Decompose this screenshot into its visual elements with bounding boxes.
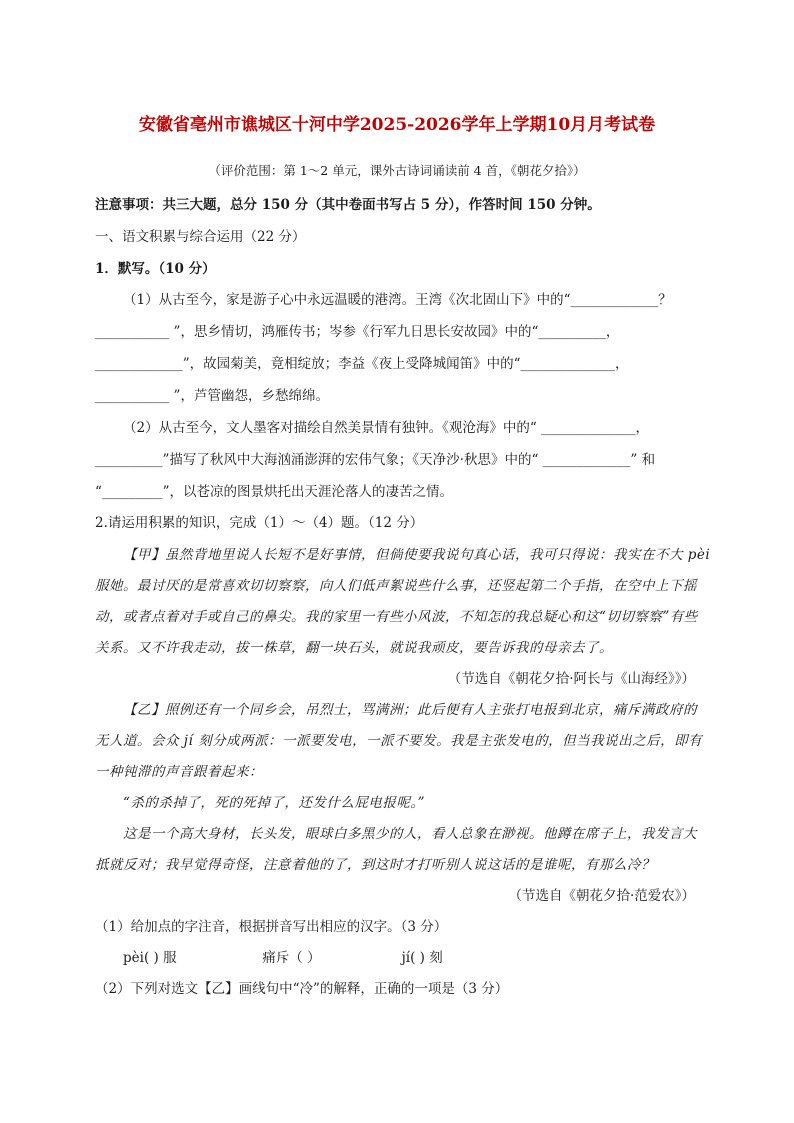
q1-part1-line: _____________”，故园菊美，竟相绽放；李益《夜上受降城闻笛》中的“______________， <box>95 356 629 372</box>
passage-yi-line: 这是一个高大身材，长头发，眼球白多黑少的人，看人总象在渺视。他蹲在席子上，我发言大 <box>123 826 697 842</box>
q1-part1-line: ___________ ”，思乡情切，鸿雁传书；岑参《行军九日思长安故园》中的“__________， <box>95 324 620 340</box>
passage-jia-line: 动，或者点着对手或自己的鼻尖。我的家里一有些小风波，不知怎的我总疑心和这“切切察察”有些 <box>95 609 698 625</box>
passage-yi-line: 【乙】照例还有一个同乡会，吊烈士，骂满洲；此后便有人主张打电报到北京，痛斥满政府的 <box>123 702 697 718</box>
q1-part2-line: （2）从古至今，文人墨客对描绘自然美景情有独钟。《观沧海》中的“ ______________， <box>123 420 650 436</box>
passage-yi-source: （节选自《朝花夕拾·范爱农》） <box>508 888 695 904</box>
q1-part2-line: “_________”，以苍凉的图景烘托出天涯沦落人的凄苦之情。 <box>95 484 454 500</box>
fill-blank-pei: pèi( ) 服 <box>123 950 177 966</box>
subquestion-2: （2）下列对选文【乙】画线句中“冷”的解释，正确的一项是（3 分） <box>95 981 509 997</box>
subquestion-1: （1）给加点的字注音，根据拼音写出相应的汉字。（3 分） <box>95 919 448 935</box>
q1-part1-line: （1）从古至今，家是游子心中永远温暖的港湾。王湾《次北固山下》中的“_____________？ <box>123 292 672 308</box>
fill-blank-ji: jí( ) 刻 <box>401 950 443 966</box>
exam-scope: （评价范围：第 1～2 单元，课外古诗词诵读前 4 首，《朝花夕拾》） <box>208 163 586 178</box>
passage-jia-line: 关系。又不许我走动，拔一株草，翻一块石头，就说我顽皮，要告诉我的母亲去了。 <box>95 640 613 656</box>
passage-yi-line: 无人道。会众 jí 刻分成两派：一派要发电，一派不要发。我是主张发电的，但当我说出之后，即有 <box>95 733 703 749</box>
section-heading: 一、语文积累与综合运用（22 分） <box>95 229 306 245</box>
passage-yi-line: 一种钝滞的声音跟着起来： <box>95 764 263 780</box>
question-2-heading: 2.请运用积累的知识，完成（1）～（4）题。（12 分） <box>95 515 424 531</box>
question-1-heading: 1．默写。（10 分） <box>95 261 216 277</box>
pinyin-fill-row <box>123 949 523 967</box>
passage-yi-line: 抵就反对；我早觉得奇怪，注意着他的了，到这时才打听别人说这话的是谁呢，有那么冷？ <box>95 857 655 873</box>
notice: 注意事项：共三大题，总分 150 分（其中卷面书写占 5 分），作答时间 150 分钟。 <box>95 197 601 213</box>
fill-blank-chi: 痛斥（ ） <box>262 950 321 966</box>
passage-jia-line: 服她。最讨厌的是常喜欢切切察察，向人们低声絮说些什么事，还竖起第二个手指，在空中上下摇 <box>95 578 697 594</box>
passage-yi-quote: “杀的杀掉了，死的死掉了，还发什么屁电报呢。” <box>123 795 426 811</box>
passage-jia-source: （节选自《朝花夕拾·阿长与《山海经》》） <box>447 671 695 687</box>
exam-title: 安徽省亳州市谯城区十河中学2025-2026学年上学期10月月考试卷 <box>138 115 656 135</box>
q1-part1-line: ___________ ”，芦管幽怨，乡愁绵绵。 <box>95 388 329 404</box>
q1-part2-line: __________”描写了秋风中大海汹涌澎湃的宏伟气象；《天净沙·秋思》中的“ _____________” 和 <box>95 452 656 468</box>
passage-jia-line: 【甲】虽然背地里说人长短不是好事情，但倘使要我说句真心话，我可只得说：我实在不大 pèi <box>123 547 711 563</box>
